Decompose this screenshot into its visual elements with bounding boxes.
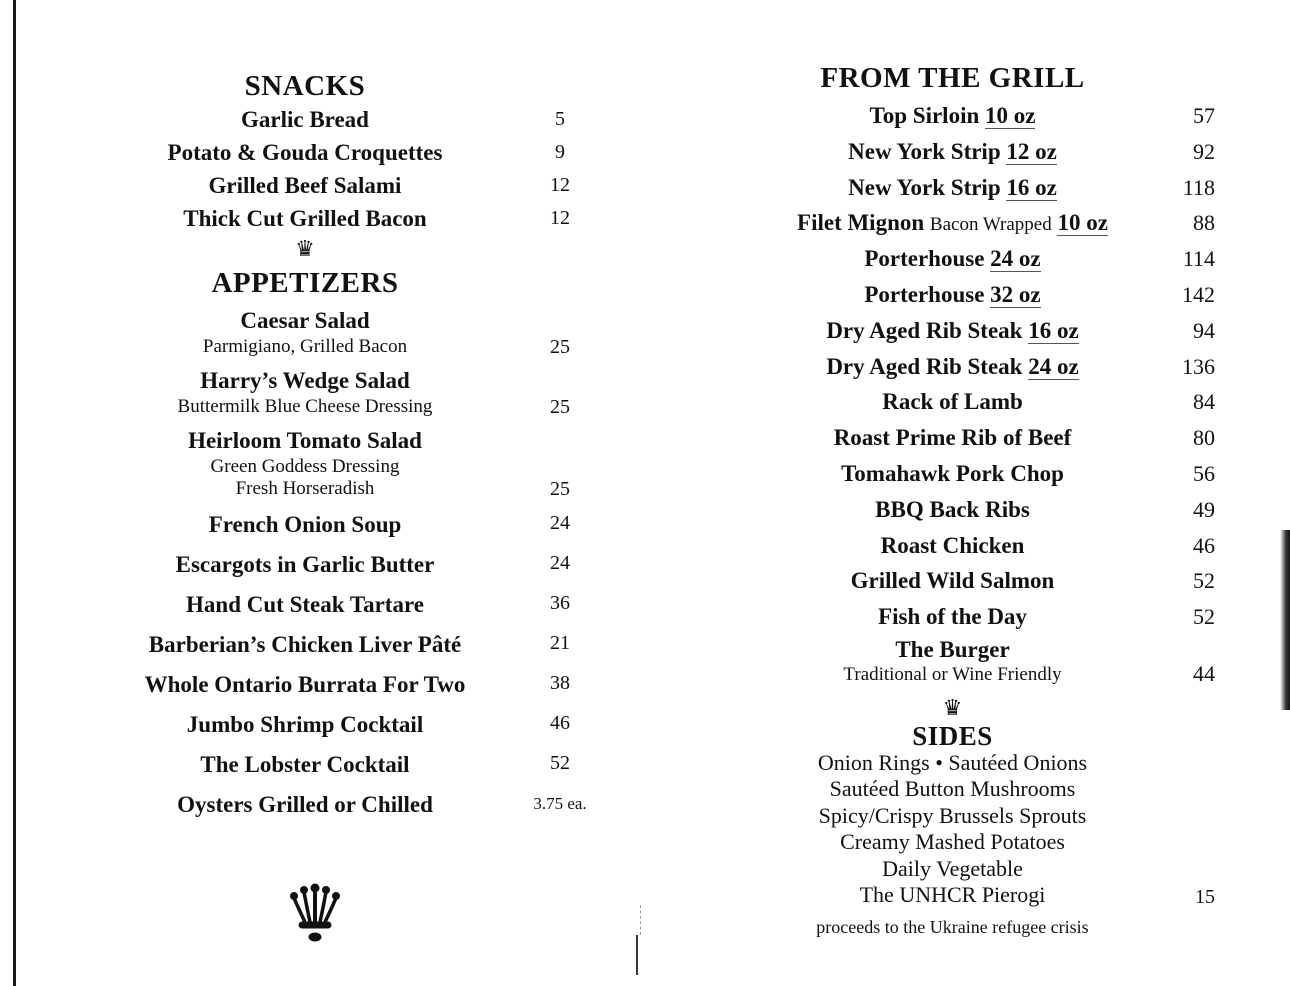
item-name: [770, 314, 1135, 348]
item-extra: Bacon Wrapped: [929, 214, 1052, 236]
menu-item: [100, 366, 600, 418]
item-price: 52: [1193, 604, 1215, 630]
item-name: [770, 99, 1135, 133]
fold-mark: [636, 935, 638, 975]
grill-heading: FROM THE GRILL: [820, 62, 1085, 94]
side-item: The UNHCR Pierogi: [859, 882, 1046, 908]
menu-item: [100, 710, 600, 740]
item-name: [770, 278, 1135, 312]
item-size: 16 oz: [1028, 317, 1079, 343]
item-name-text: Roast Prime Rib of Beef: [833, 425, 1072, 451]
item-description: Parmigiano, Grilled Bacon: [202, 336, 408, 357]
menu-item: [100, 202, 600, 235]
item-name: [770, 600, 1135, 634]
side-item: Daily Vegetable: [882, 855, 1023, 881]
item-price: 57: [1193, 103, 1215, 128]
item-price: 46: [550, 712, 570, 734]
menu-item: [770, 600, 1230, 636]
page-binding-edge: [13, 0, 16, 986]
item-price: 49: [1193, 496, 1215, 522]
item-name: Caesar Salad: [240, 308, 370, 333]
item-price: 136: [1182, 353, 1215, 379]
side-item: Onion Rings • Sautéed Onions: [817, 749, 1088, 775]
menu-item: [100, 590, 600, 620]
right-column: [770, 62, 1230, 938]
item-price: 24: [550, 552, 570, 574]
item-name-text: Filet Mignon: [797, 210, 925, 236]
menu-item: [770, 278, 1230, 314]
crown-ornament-icon: ♛: [295, 236, 315, 261]
menu-item: [100, 550, 600, 580]
menu-item: [100, 136, 600, 169]
item-size: 12 oz: [1006, 138, 1057, 164]
burger-sub: Traditional or Wine Friendly: [843, 663, 1062, 685]
item-price: 88: [1193, 210, 1215, 236]
item-name-text: Porterhouse: [864, 281, 985, 307]
item-price: 5: [555, 108, 565, 130]
sides-list: [770, 750, 1135, 909]
grill-list: [770, 99, 1230, 636]
item-price: 9: [555, 141, 565, 163]
item-price: 92: [1193, 138, 1215, 164]
sides-price: 15: [1195, 885, 1215, 908]
menu-item: [100, 103, 600, 136]
menu-item: [770, 421, 1230, 457]
item-name: [770, 529, 1135, 563]
item-description: Green Goddess Dressing: [210, 456, 400, 477]
item-name-text: BBQ Back Ribs: [875, 496, 1030, 522]
item-name: [770, 564, 1135, 598]
item-name-text: Dry Aged Rib Steak: [826, 353, 1023, 379]
item-name-text: Dry Aged Rib Steak: [826, 317, 1023, 343]
item-price: 80: [1193, 425, 1215, 451]
item-size: 32 oz: [990, 281, 1041, 307]
item-name-text: Fish of the Day: [878, 604, 1027, 630]
menu-item: [770, 99, 1230, 135]
menu-item: [770, 242, 1230, 278]
item-price: 24: [550, 512, 570, 534]
menu-item: [100, 426, 600, 500]
menu-item: [770, 135, 1230, 171]
item-name-text: Grilled Wild Salmon: [850, 568, 1055, 594]
menu-item: [770, 206, 1230, 242]
item-price: 3.75 ea.: [533, 794, 587, 813]
menu-item: [100, 670, 600, 700]
item-name: Whole Ontario Burrata For Two: [144, 672, 466, 697]
item-description: Buttermilk Blue Cheese Dressing: [177, 396, 433, 417]
crown-ornament-icon: ♛: [942, 694, 963, 720]
menu-item: [770, 171, 1230, 207]
item-price: 52: [550, 752, 570, 774]
menu-item: [770, 493, 1230, 529]
item-name: Jumbo Shrimp Cocktail: [186, 712, 424, 737]
sides-heading: SIDES: [912, 720, 993, 751]
item-name: [770, 421, 1135, 455]
item-price: 25: [550, 478, 570, 500]
menu-item: [100, 630, 600, 660]
menu-item: [100, 750, 600, 780]
side-item: Creamy Mashed Potatoes: [840, 829, 1065, 855]
menu-item: [100, 306, 600, 358]
item-price: 84: [1193, 389, 1215, 415]
item-price: 12: [550, 207, 570, 229]
menu-item: [770, 529, 1230, 565]
menu-item: [100, 510, 600, 540]
sides-block: [770, 750, 1230, 909]
item-price: 118: [1182, 174, 1215, 200]
menu-item: [770, 350, 1230, 386]
right-page-edge: [1280, 530, 1290, 710]
item-size: 24 oz: [990, 246, 1041, 272]
item-name: [770, 385, 1135, 419]
item-description: Fresh Horseradish: [235, 478, 375, 499]
item-name: [770, 171, 1135, 205]
item-name-text: Rack of Lamb: [882, 389, 1023, 415]
item-name: Potato & Gouda Croquettes: [167, 140, 443, 165]
item-name: The Lobster Cocktail: [200, 752, 410, 777]
item-price: 114: [1182, 246, 1215, 272]
item-name-text: Roast Chicken: [880, 532, 1025, 558]
item-name: [770, 206, 1135, 242]
item-name: Harry’s Wedge Salad: [200, 368, 410, 393]
item-name: Escargots in Garlic Butter: [175, 552, 435, 577]
item-name-text: New York Strip: [848, 138, 1001, 164]
item-name: [770, 242, 1135, 276]
item-name: Heirloom Tomato Salad: [188, 428, 422, 453]
menu-item: [770, 564, 1230, 600]
left-column: [100, 70, 600, 820]
item-name: [770, 493, 1135, 527]
item-price: 56: [1193, 460, 1215, 486]
item-name: Grilled Beef Salami: [208, 173, 402, 198]
burger-item: [770, 636, 1230, 686]
item-size: 24 oz: [1028, 353, 1079, 379]
appetizers-list: [100, 306, 600, 820]
snacks-heading: SNACKS: [244, 70, 366, 102]
item-name: [770, 135, 1135, 169]
snacks-list: [100, 103, 600, 235]
appetizers-heading: APPETIZERS: [211, 267, 399, 299]
fold-dots: [640, 905, 642, 935]
side-item: Spicy/Crispy Brussels Sprouts: [818, 802, 1087, 828]
menu-item: [770, 385, 1230, 421]
item-price: 46: [1193, 532, 1215, 558]
item-price: 21: [550, 632, 570, 654]
menu-item: [770, 457, 1230, 493]
item-name: Hand Cut Steak Tartare: [186, 592, 424, 617]
item-name: Oysters Grilled or Chilled: [177, 792, 433, 817]
item-size: 16 oz: [1006, 174, 1057, 200]
burger-name: The Burger: [895, 636, 1010, 662]
item-name-text: Porterhouse: [864, 246, 985, 272]
item-name-text: Tomahawk Pork Chop: [841, 460, 1064, 486]
item-size: 10 oz: [985, 103, 1036, 128]
menu-item: [100, 790, 600, 820]
large-crown-logo-icon: [285, 882, 345, 944]
menu-item: [100, 169, 600, 202]
item-size: 10 oz: [1057, 210, 1108, 236]
item-price: 25: [550, 336, 570, 358]
item-name-text: New York Strip: [848, 174, 1001, 200]
item-name: Garlic Bread: [241, 107, 369, 132]
item-price: 25: [550, 396, 570, 418]
item-name: Barberian’s Chicken Liver Pâté: [148, 632, 462, 657]
item-price: 94: [1193, 317, 1215, 343]
item-price: 142: [1182, 281, 1215, 307]
item-name: [770, 457, 1135, 491]
ukraine-note: proceeds to the Ukraine refugee crisis: [816, 916, 1089, 937]
menu-item: [770, 314, 1230, 350]
item-name: French Onion Soup: [208, 512, 402, 537]
burger-price: 44: [1193, 660, 1215, 686]
item-price: 36: [550, 592, 570, 614]
item-name: [770, 350, 1135, 384]
item-name: Thick Cut Grilled Bacon: [183, 206, 427, 231]
item-name-text: Top Sirloin: [869, 103, 980, 128]
item-price: 12: [550, 174, 570, 196]
item-price: 38: [550, 672, 570, 694]
side-item: Sautéed Button Mushrooms: [829, 776, 1076, 802]
item-price: 52: [1193, 568, 1215, 594]
